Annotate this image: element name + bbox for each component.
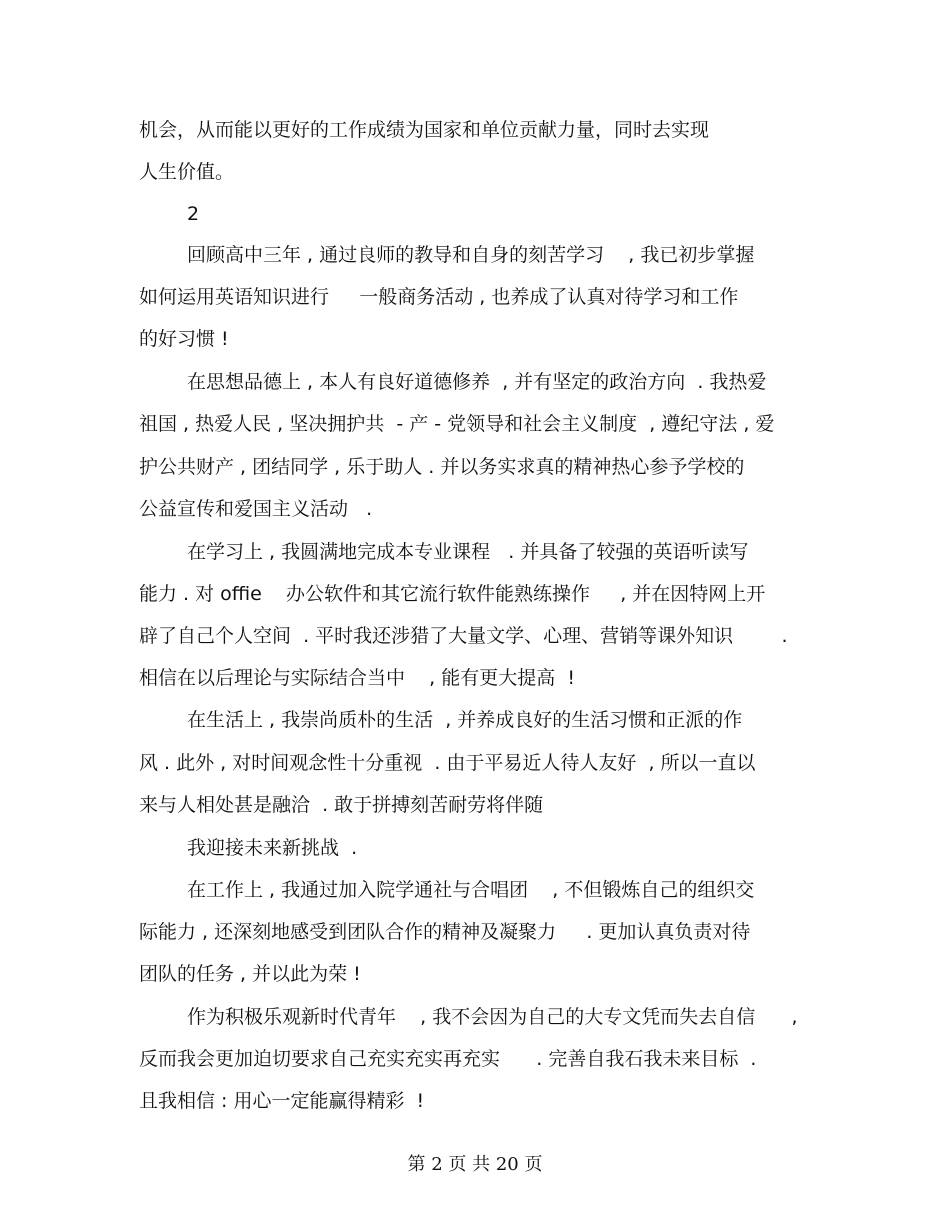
text-line: 际能力 , 还深刻地感受到团队合作的精神及凝聚力 . 更加认真负责对待 (139, 921, 751, 943)
text-line: 作为积极乐观新时代青年 , 我不会因为自己的大专文凭而失去自信 , (187, 1006, 798, 1028)
text-line: 祖国 , 热爱人民 , 坚决拥护共 - 产 - 党领导和社会主义制度 , 遵纪守法 , 爱 (139, 413, 775, 435)
text-line: 公益宣传和爱国主义活动 . (139, 498, 373, 520)
page-footer (0, 1150, 950, 1176)
text-line: 机会，从而能以更好的工作成绩为国家和单位贡献力量，同时去实现 (139, 119, 710, 141)
page-number-label: 第 2 页 共 20 页 (407, 1154, 543, 1175)
text-line: 在工作上 , 我通过加入院学通社与合唱团 , 不但锻炼自己的组织交 (187, 879, 755, 901)
text-line: 在生活上 , 我崇尚质朴的生活 , 并养成良好的生活习惯和正派的作 (187, 709, 743, 731)
text-line: 在学习上 , 我圆满地完成本专业课程 . 并具备了较强的英语听读写 (187, 541, 749, 563)
text-line: 如何运用英语知识进行 一般商务活动 , 也养成了认真对待学习和工作 (139, 286, 739, 308)
text-line: 在思想品德上 , 本人有良好道德修养 , 并有坚定的政治方向 . 我热爱 (187, 371, 767, 393)
text-line: 相信在以后理论与实际结合当中 , 能有更大提高 ! (139, 667, 575, 689)
text-line: 且我相信 : 用心一定能赢得精彩 ! (139, 1090, 425, 1112)
text-line: 风 . 此外 , 对时间观念性十分重视 . 由于平易近人待人友好 , 所以一直以 (139, 752, 756, 774)
text-line: 反而我会更加迫切要求自己充实充实再充实 . 完善自我石我未来目标 . (139, 1048, 757, 1070)
text-line: 我迎接未来新挑战 . (187, 837, 358, 859)
text-line: 人生价值。 (139, 161, 235, 183)
paragraph-number: 2 (187, 203, 200, 225)
text-line: 辟了自己个人空间 . 平时我还涉猎了大量文学、心理、营销等课外知识 . (139, 625, 788, 647)
text-line: 能力 . 对 offie 办公软件和其它流行软件能熟练操作 , 并在因特网上开 (139, 583, 766, 605)
text-line: 团队的任务 , 并以此为荣 ! (139, 963, 361, 985)
text-line: 护公共财产 , 团结同学 , 乐于助人 . 并以务实求真的精神热心参予学校的 (139, 456, 745, 478)
text-line: 的好习惯 ! (139, 328, 229, 350)
text-line: 来与人相处甚是融洽 . 敢于拼搏刻苦耐劳将伴随 (139, 794, 544, 816)
text-line: 回顾高中三年 , 通过良师的教导和自身的刻苦学习 , 我已初步掌握 (187, 244, 755, 266)
